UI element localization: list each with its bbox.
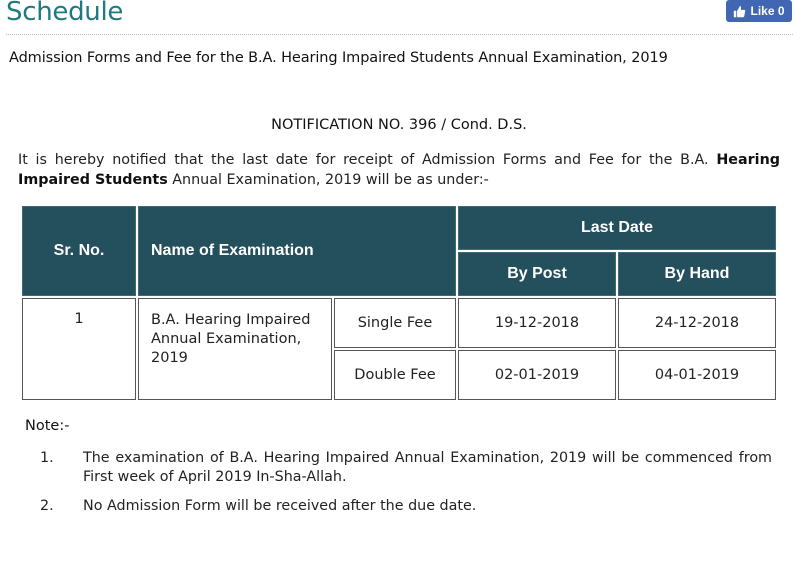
- list-item: [40, 497, 772, 516]
- title-divider: [6, 34, 793, 35]
- list-item: [40, 449, 772, 487]
- column-header-sr-no: Sr. No.: [22, 206, 136, 296]
- page-title: Schedule: [6, 0, 124, 27]
- table-row: [22, 298, 776, 348]
- cell-by-post-date: 02-01-2019: [458, 350, 616, 400]
- intro-paragraph: [18, 150, 780, 190]
- note-text: The examination of B.A. Hearing Impaired Annual Examination, 2019 will be commenced from First week of April 2019 In-Sha-Allah.: [83, 450, 772, 485]
- intro-text-after: Annual Examination, 2019 will be as under:-: [167, 172, 489, 188]
- cell-by-post-date: 19-12-2018: [458, 298, 616, 348]
- intro-text-bold: Hearing Impaired Students: [18, 152, 780, 188]
- schedule-table: [20, 204, 778, 402]
- note-number: 1.: [40, 450, 54, 466]
- column-header-last-date: Last Date: [458, 206, 776, 250]
- cell-fee-type: Double Fee: [334, 350, 456, 400]
- note-label: Note:-: [25, 418, 70, 434]
- notice-subtitle: Admission Forms and Fee for the B.A. Hearing Impaired Students Annual Examination, 2019: [9, 50, 668, 66]
- thumbs-up-icon: [733, 5, 746, 18]
- column-header-exam-name: Name of Examination: [138, 206, 456, 296]
- notification-number: NOTIFICATION NO. 396 / Cond. D.S.: [271, 117, 527, 133]
- facebook-like-button[interactable]: [726, 0, 792, 22]
- cell-by-hand-date: 24-12-2018: [618, 298, 776, 348]
- note-list: [40, 449, 772, 526]
- cell-by-hand-date: 04-01-2019: [618, 350, 776, 400]
- cell-sr-no: 1: [22, 298, 136, 400]
- column-header-by-post: By Post: [458, 252, 616, 296]
- cell-fee-type: Single Fee: [334, 298, 456, 348]
- column-header-by-hand: By Hand: [618, 252, 776, 296]
- like-label: Like 0: [750, 4, 785, 18]
- intro-text-before: It is hereby notified that the last date for receipt of Admission Forms and Fee for the B.A.: [18, 152, 717, 168]
- note-text: No Admission Form will be received after the due date.: [83, 498, 477, 514]
- cell-exam-name: B.A. Hearing Impaired Annual Examination, 2019: [138, 298, 332, 400]
- note-number: 2.: [40, 498, 54, 514]
